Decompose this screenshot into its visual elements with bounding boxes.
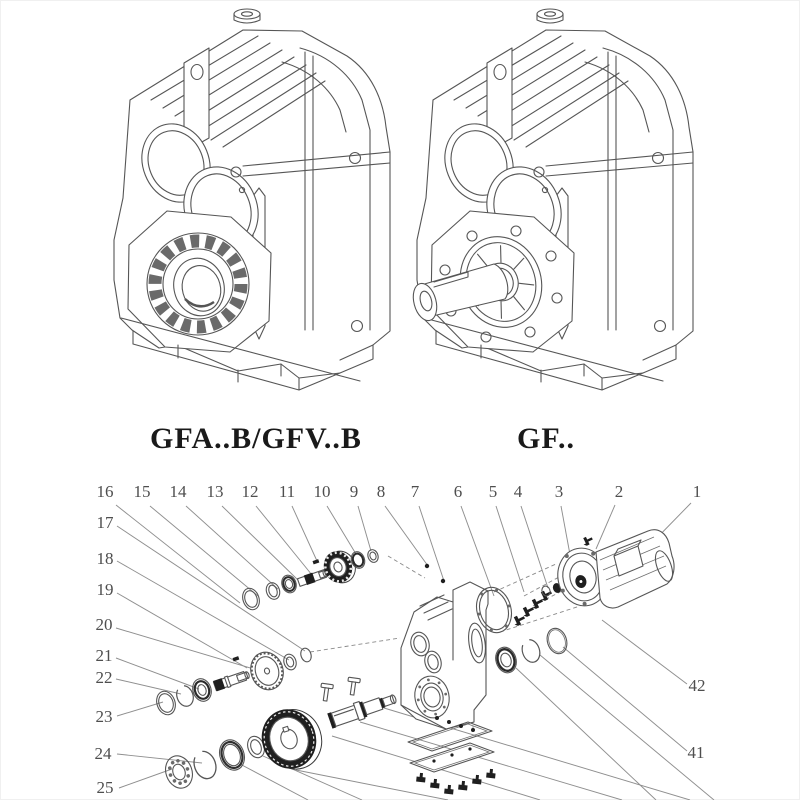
callout-1: 1 — [692, 482, 702, 501]
callout-15: 15 — [133, 482, 151, 501]
callout-10: 10 — [313, 482, 331, 501]
part-bearing-a — [279, 573, 298, 595]
part-o-ring-e — [544, 626, 570, 657]
callout-18: 18 — [96, 549, 114, 568]
part-ball-bearing-c — [161, 752, 197, 792]
part-ring-b — [299, 647, 313, 663]
exploded-diagram — [95, 482, 715, 800]
part-snap-ring-c — [190, 748, 219, 781]
callout-24: 24 — [94, 744, 112, 763]
part-base-bolts — [416, 769, 496, 795]
callout-25: 25 — [96, 778, 114, 797]
callout-3: 3 — [554, 482, 564, 501]
callout-2: 2 — [614, 482, 624, 501]
callout-4: 4 — [513, 482, 523, 501]
part-gear-c — [254, 701, 329, 778]
callout-41: 41 — [687, 743, 705, 762]
part-bearing-e — [492, 645, 519, 676]
part-pinion-shaft-b — [213, 669, 251, 691]
callout-numbers-right-column — [688, 676, 706, 762]
callout-12: 12 — [241, 482, 259, 501]
part-housing — [401, 564, 488, 729]
callout-21: 21 — [95, 646, 113, 665]
callout-numbers-top-row — [97, 482, 702, 501]
callout-20: 20 — [95, 615, 113, 634]
part-flange-bolts — [512, 588, 554, 627]
part-snap-ring-e — [519, 637, 542, 664]
callout-14: 14 — [169, 482, 187, 501]
part-key-a — [313, 559, 320, 564]
part-key-b — [233, 656, 240, 661]
callout-9: 9 — [349, 482, 359, 501]
gearbox-drawing-gfab-gfvb — [114, 9, 390, 390]
part-plug-bolt-2 — [346, 677, 360, 696]
part-washer-b — [282, 653, 298, 672]
part-pinion-shaft-a — [297, 568, 329, 587]
callout-22: 22 — [95, 668, 113, 687]
part-seal-c — [215, 736, 248, 773]
model-label-right: GF.. — [517, 422, 575, 455]
model-label-left: GFA..B/GFV..B — [150, 422, 362, 455]
part-plug-bolt-1 — [319, 683, 333, 702]
callout-8: 8 — [376, 482, 386, 501]
part-gear-b — [246, 648, 288, 694]
callout-17: 17 — [96, 513, 114, 532]
callout-19: 19 — [96, 580, 114, 599]
callout-42: 42 — [688, 676, 706, 695]
callout-numbers-left-column — [95, 513, 115, 797]
callout-11: 11 — [278, 482, 296, 501]
callout-23: 23 — [95, 707, 113, 726]
callout-13: 13 — [206, 482, 224, 501]
part-base-gasket — [408, 716, 492, 751]
callout-7: 7 — [410, 482, 420, 501]
callout-6: 6 — [453, 482, 463, 501]
callout-5: 5 — [488, 482, 498, 501]
gearbox-drawing-gf — [409, 9, 693, 390]
part-nut-a — [366, 548, 380, 564]
callout-16: 16 — [96, 482, 114, 501]
part-output-shaft-c — [327, 690, 399, 730]
